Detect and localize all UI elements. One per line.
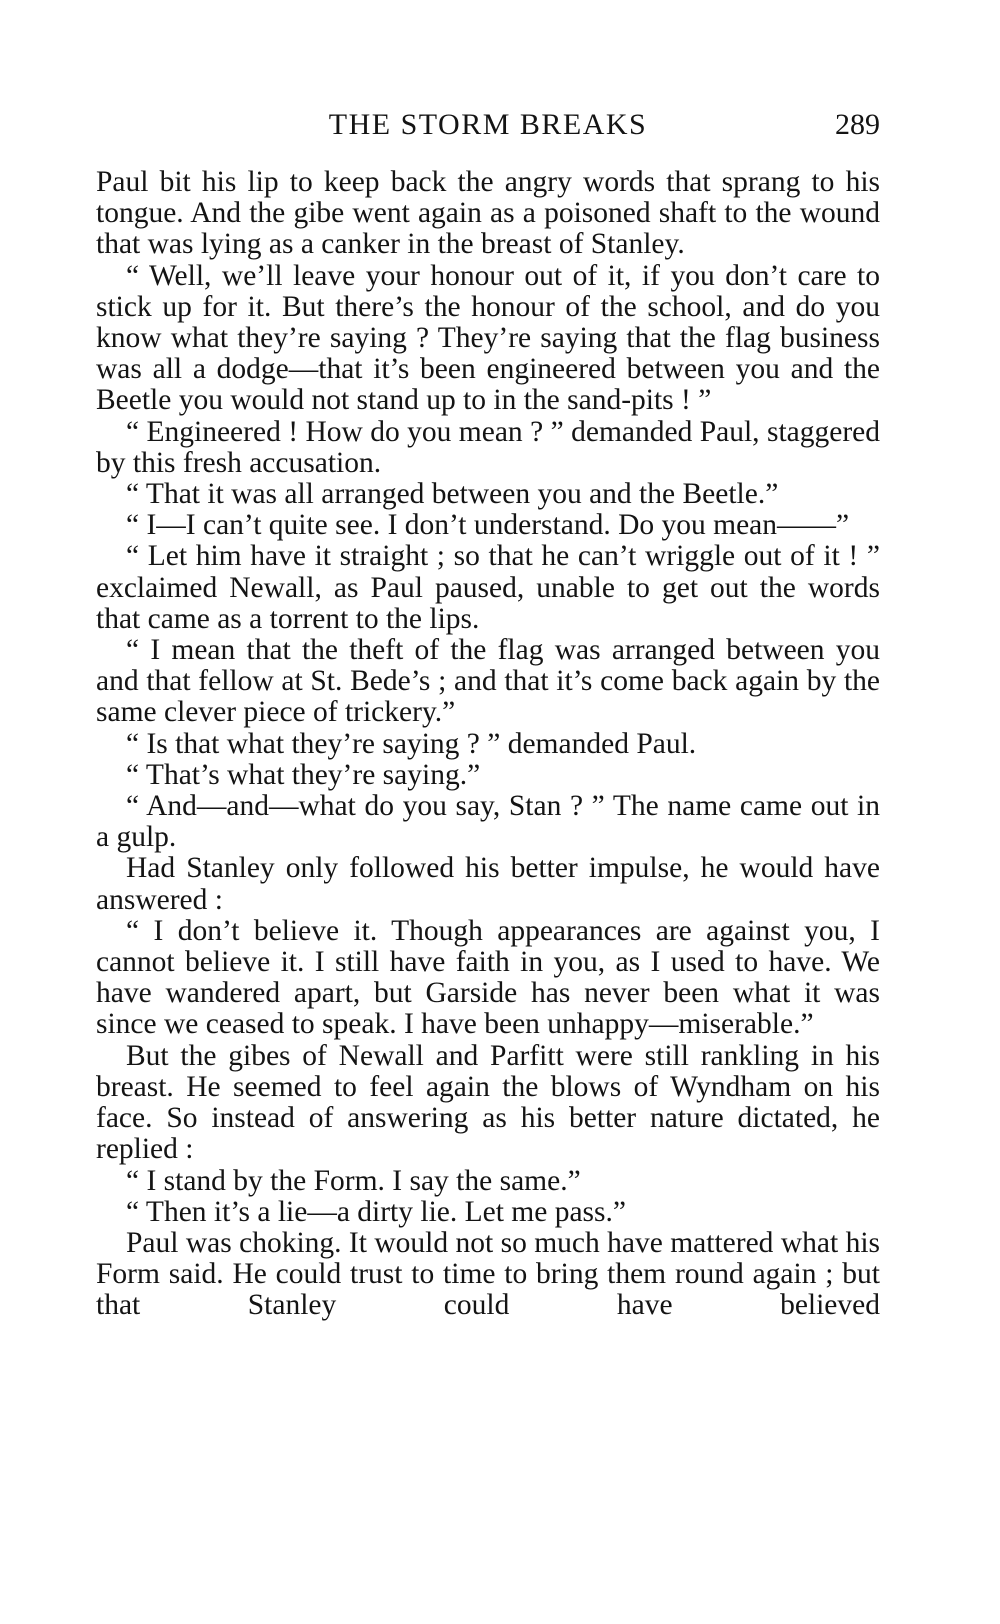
paragraph: “ Then it’s a lie—a dirty lie. Let me pass.”	[126, 1195, 626, 1228]
paragraph: “ That’s what they’re saying.”	[126, 758, 481, 791]
paragraph: “ I stand by the Form. I say the same.”	[126, 1164, 581, 1197]
paragraph: Paul was choking. It would not so much have mattered what his Form said. He could trust to time to bring them round again ; but that Stanley could have believed	[96, 1226, 880, 1322]
paragraph: But the gibes of Newall and Parfitt were still rankling in his breast. He seemed to feel again the blows of Wyndham on his face. So instead of answering as his better nature dictated, he replied :	[96, 1039, 880, 1166]
paragraph: “ And—and—what do you say, Stan ? ” The name came out in a gulp.	[96, 790, 880, 854]
page-number: 289	[835, 108, 880, 141]
running-title: THE STORM BREAKS	[328, 108, 648, 141]
paragraph: “ That it was all arranged between you and the Beetle.”	[126, 478, 779, 511]
paragraph: “ Well, we’ll leave your honour out of it, if you don’t care to stick up for it. But there’s the honour of the school, and do you know what they’re saying ? They’re saying that the flag business was all a dodge—that it’s been engineered between you and the Beetle you would not stand up to in the sand-pits ! ”	[96, 259, 880, 417]
paragraph: “ I don’t believe it. Though appearances are against you, I cannot believe it. I still have faith in you, as I used to have. We have wandered apart, but Garside has never been what it was since we ceased to speak. I have been unhappy—miserable.”	[96, 914, 880, 1041]
paragraph: Paul bit his lip to keep back the angry words that sprang to his tongue. And the gibe went again as a poisoned shaft to the wound that was lying as a canker in the breast of Stanley.	[96, 166, 880, 261]
paragraph: “ I—I can’t quite see. I don’t understand. Do you mean——”	[126, 509, 850, 542]
paragraph: “ Let him have it straight ; so that he can’t wriggle out of it ! ” exclaimed Newall, as Paul paused, unable to get out the words that came as a torrent to the lips.	[96, 540, 880, 635]
running-head	[96, 108, 880, 148]
paragraph: “ Is that what they’re saying ? ” demanded Paul.	[126, 727, 697, 760]
body-text	[96, 167, 880, 1322]
paragraph: Had Stanley only followed his better impulse, he would have answered :	[96, 852, 880, 916]
paragraph: “ I mean that the theft of the flag was arranged between you and that fellow at St. Bede’s ; and that it’s come back again by the same clever piece of trickery.”	[96, 634, 880, 729]
paragraph: “ Engineered ! How do you mean ? ” demanded Paul, staggered by this fresh accusation.	[96, 415, 880, 479]
